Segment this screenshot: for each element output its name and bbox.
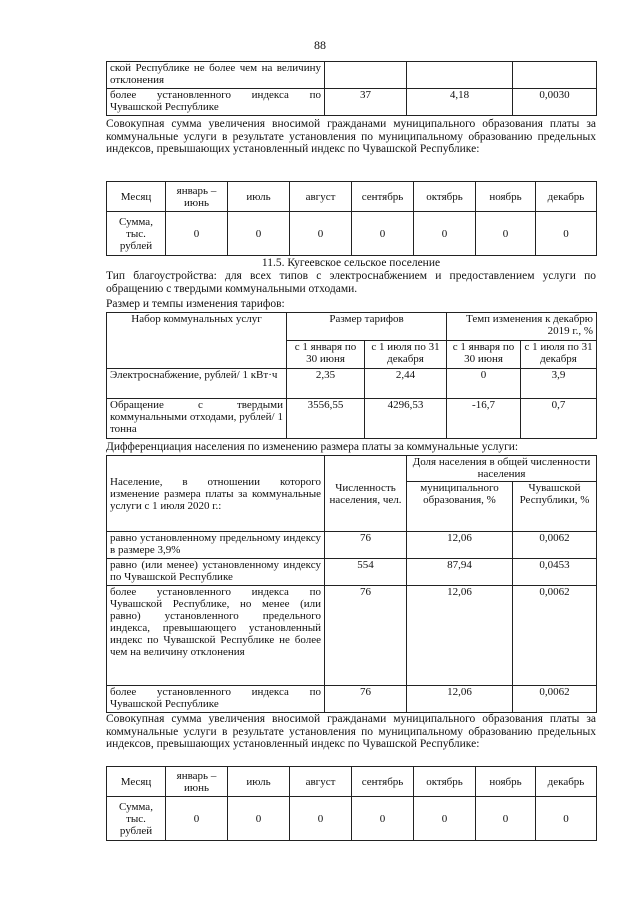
table-header-row (107, 182, 597, 212)
rate-value: 3,9 (521, 369, 597, 399)
header-period: с 1 июля по 31 декабря (365, 341, 447, 369)
row-label: более установленного индекса по Чувашской Республике (107, 89, 325, 116)
table-row (107, 797, 597, 841)
sum-cell: 0 (166, 212, 228, 256)
page-number: 88 (314, 38, 326, 52)
header-cell: июль (228, 767, 290, 797)
sum-cell: 0 (414, 797, 476, 841)
municipal-share-cell: 12,06 (407, 532, 513, 559)
row-label: более установленного индекса по Чувашской Республике, но менее (или равно) установленного предельного индекса, превышающего установленный индекс по Чувашской Республике не более чем на величину отклонения (107, 586, 325, 686)
header-period: с 1 января по 30 июня (287, 341, 365, 369)
months-table-2 (106, 766, 597, 841)
municipal-share-cell: 12,06 (407, 586, 513, 686)
header-cell: сентябрь (352, 767, 414, 797)
tariff-value: 3556,55 (287, 399, 365, 439)
row-label: равно (или менее) установленному индексу по Чувашской Республике (107, 559, 325, 586)
republic-share-cell: 0,0030 (513, 89, 597, 116)
table-header-row (107, 313, 597, 341)
differentiation-heading: Дифференциация населения по изменению размера платы за коммунальные услуги: (106, 441, 519, 453)
count-cell: 76 (325, 586, 407, 686)
tariff-table (106, 312, 597, 439)
rate-value: -16,7 (447, 399, 521, 439)
municipal-share-cell: 87,94 (407, 559, 513, 586)
sum-cell: 0 (536, 797, 597, 841)
republic-share-cell: 0,0062 (513, 686, 597, 713)
tariff-value: 4296,53 (365, 399, 447, 439)
header-cell: Месяц (107, 182, 166, 212)
months-table-2-block (106, 766, 596, 841)
sum-cell: 0 (476, 212, 536, 256)
header-cell: июль (228, 182, 290, 212)
sum-cell: 0 (228, 212, 290, 256)
section-title: 11.5. Кугеевское сельское поселение (261, 257, 441, 269)
municipal-share-cell: 12,06 (407, 686, 513, 713)
sum-cell: 0 (228, 797, 290, 841)
table-row (107, 586, 597, 686)
header-cell: ноябрь (476, 767, 536, 797)
header-cell: декабрь (536, 767, 597, 797)
tariff-value: 2,44 (365, 369, 447, 399)
table-header-row (107, 767, 597, 797)
header-count: Численность населения, чел. (325, 456, 407, 532)
table-row (107, 532, 597, 559)
population-table-block (106, 455, 596, 713)
rate-value: 0,7 (521, 399, 597, 439)
republic-share-cell: 0,0062 (513, 586, 597, 686)
population-table (106, 455, 597, 713)
improvement-type-text: Тип благоустройства: для всех типов с электроснабжением и предоставлением услуги по обращению с твердыми коммунальными отходами. (106, 270, 596, 295)
header-tariff-size: Размер тарифов (287, 313, 447, 341)
sum-cell: 0 (290, 212, 352, 256)
sum-cell: 0 (352, 212, 414, 256)
count-cell: 554 (325, 559, 407, 586)
service-name: Электроснабжение, рублей/ 1 кВт·ч (107, 369, 287, 399)
header-cell: сентябрь (352, 182, 414, 212)
row-label: Сумма, тыс. рублей (107, 797, 166, 841)
header-period: с 1 июля по 31 декабря (521, 341, 597, 369)
paragraph-total-sum-2: Совокупная сумма увеличения вносимой гражданами муниципального образования платы за коммунальные услуги в результате установления по муниципальному образованию предельных индексов, превышающих установленный индекс по Чувашской Республике: (106, 713, 596, 751)
republic-share-cell: 0,0453 (513, 559, 597, 586)
table-row (107, 686, 597, 713)
header-share: Доля населения в общей численности населения (407, 456, 597, 482)
paragraph-total-sum: Совокупная сумма увеличения вносимой гражданами муниципального образования платы за коммунальные услуги в результате установления по муниципальному образованию предельных индексов, превышающих установленный индекс по Чувашской Республике: (106, 118, 596, 156)
header-cell: Месяц (107, 767, 166, 797)
header-period: с 1 января по 30 июня (447, 341, 521, 369)
count-cell: 37 (325, 89, 407, 116)
table-row (107, 62, 597, 89)
header-cell: август (290, 767, 352, 797)
republic-share-cell: 0,0062 (513, 532, 597, 559)
months-table-1 (106, 181, 597, 256)
sum-cell: 0 (536, 212, 597, 256)
header-cell: октябрь (414, 767, 476, 797)
header-cell: январь – июнь (166, 767, 228, 797)
table-row (107, 212, 597, 256)
count-cell: 76 (325, 532, 407, 559)
count-cell: 76 (325, 686, 407, 713)
header-population: Население, в отношении которого изменение размера платы за коммунальные услуги с 1 июля 2020 г.: (107, 456, 325, 532)
municipal-share-cell: 4,18 (407, 89, 513, 116)
tariff-table-block (106, 312, 596, 439)
months-table-1-block (106, 181, 596, 256)
top-table-block (106, 61, 596, 116)
table-header-row (107, 456, 597, 482)
header-rate-of-change: Темп изменения к декабрю 2019 г., % (447, 313, 597, 341)
rate-value: 0 (447, 369, 521, 399)
row-label: Сумма, тыс. рублей (107, 212, 166, 256)
header-cell: ноябрь (476, 182, 536, 212)
row-label: равно установленному предельному индексу в размере 3,9% (107, 532, 325, 559)
header-republic: Чувашской Республики, % (513, 482, 597, 532)
row-label: более установленного индекса по Чувашской Республике (107, 686, 325, 713)
table-row (107, 559, 597, 586)
sum-cell: 0 (414, 212, 476, 256)
sum-cell: 0 (290, 797, 352, 841)
sum-cell: 0 (476, 797, 536, 841)
top-table (106, 61, 597, 116)
service-name: Обращение с твердыми коммунальными отходами, рублей/ 1 тонна (107, 399, 287, 439)
header-cell: октябрь (414, 182, 476, 212)
header-cell: август (290, 182, 352, 212)
tariff-heading: Размер и темпы изменения тарифов: (106, 298, 285, 310)
table-row (107, 399, 597, 439)
header-service: Набор коммунальных услуг (107, 313, 287, 369)
table-row (107, 369, 597, 399)
header-municipal: муниципального образования, % (407, 482, 513, 532)
header-cell: январь – июнь (166, 182, 228, 212)
sum-cell: 0 (166, 797, 228, 841)
tariff-value: 2,35 (287, 369, 365, 399)
sum-cell: 0 (352, 797, 414, 841)
header-cell: декабрь (536, 182, 597, 212)
table-row (107, 89, 597, 116)
row-label: ской Республике не более чем на величину отклонения (107, 62, 325, 89)
